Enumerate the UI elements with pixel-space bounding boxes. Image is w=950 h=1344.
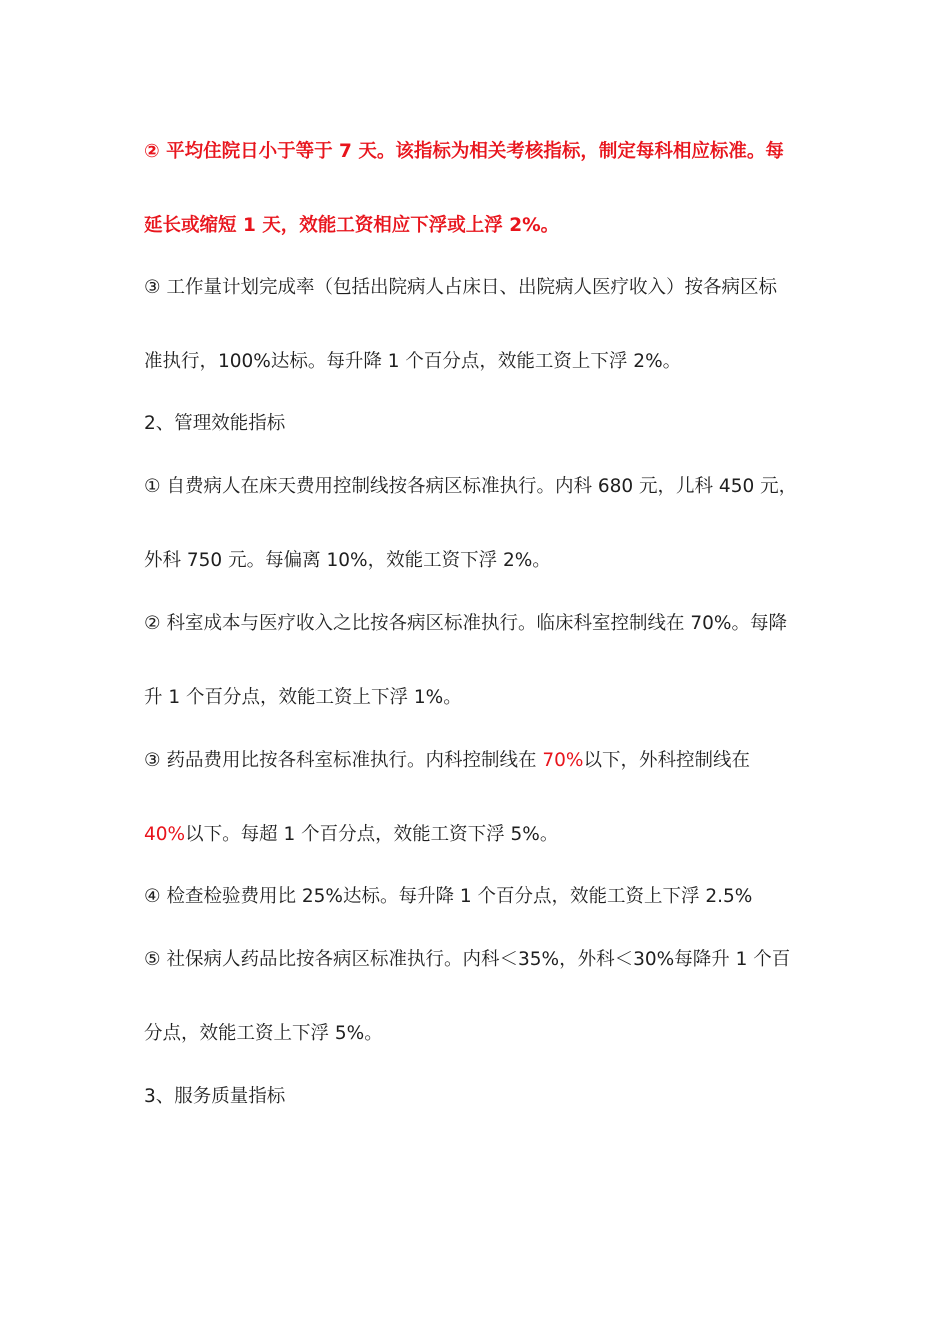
line-text: ② 平均住院日小于等于 7 天。该指标为相关考核指标，制定每科相应标准。每 [144, 141, 784, 162]
text-line [144, 749, 824, 773]
line-text: 外科 750 元。每偏离 10%，效能工资下浮 2%。 [144, 550, 551, 571]
line-text: 延长或缩短 1 天，效能工资相应下浮或上浮 2%。 [144, 215, 560, 236]
text-line [144, 214, 824, 238]
text-line [144, 276, 824, 300]
text-line [144, 350, 824, 374]
text-line [144, 686, 824, 710]
text-line [144, 885, 824, 909]
line-text: 以下。每超 1 个百分点，效能工资下浮 5%。 [185, 824, 559, 845]
line-text: ⑤ 社保病人药品比按各病区标准执行。内科＜35%，外科＜30%每降升 1 个百 [144, 949, 791, 970]
text-line [144, 140, 824, 164]
line-text: 准执行，100%达标。每升降 1 个百分点，效能工资上下浮 2%。 [144, 351, 682, 372]
line-text: 2、管理效能指标 [144, 413, 286, 434]
line-text: ① 自费病人在床天费用控制线按各病区标准执行。内科 680 元，儿科 450 元， [144, 476, 798, 497]
highlight-value: 70% [542, 750, 584, 771]
line-text: ③ 工作量计划完成率（包括出院病人占床日、出院病人医疗收入）按各病区标 [144, 277, 777, 298]
line-text: 以下，外科控制线在 [583, 750, 750, 771]
text-line [144, 1022, 824, 1046]
line-text: ④ 检查检验费用比 25%达标。每升降 1 个百分点，效能工资上下浮 2.5% [144, 886, 753, 907]
text-line [144, 948, 824, 972]
highlight-value: 40% [144, 824, 186, 845]
line-text: 升 1 个百分点，效能工资上下浮 1%。 [144, 687, 462, 708]
line-text: 3、服务质量指标 [144, 1086, 286, 1107]
section-heading [144, 412, 824, 436]
line-text: 分点，效能工资上下浮 5%。 [144, 1023, 383, 1044]
text-line [144, 823, 824, 847]
line-text: ③ 药品费用比按各科室标准执行。内科控制线在 [144, 750, 543, 771]
section-heading [144, 1085, 824, 1109]
line-text: ② 科室成本与医疗收入之比按各病区标准执行。临床科室控制线在 70%。每降 [144, 613, 787, 634]
text-line [144, 475, 824, 499]
text-line [144, 612, 824, 636]
text-line [144, 549, 824, 573]
